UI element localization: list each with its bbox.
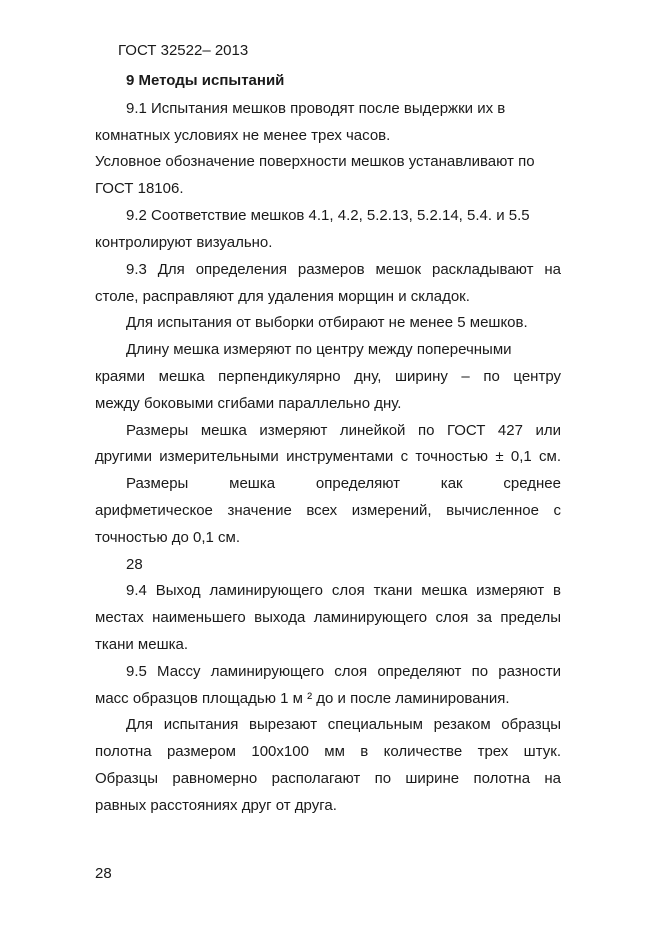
section-title: 9 Методы испытаний bbox=[126, 72, 285, 89]
text-line-24: Для испытания вырезают специальным резаком образцы bbox=[126, 716, 561, 733]
text-line-26: Образцы равномерно располагают по ширине полотна на bbox=[95, 770, 561, 787]
text-line-19: 9.4 Выход ламинирующего слоя ткани мешка измеряют в bbox=[126, 582, 561, 599]
text-line-25: полотна размером 100х100 мм в количестве трех штук. bbox=[95, 743, 561, 760]
text-line-16: арифметическое значение всех измерений, вычисленное с bbox=[95, 502, 561, 519]
text-line-4: ГОСТ 18106. bbox=[95, 180, 184, 197]
text-line-20: местах наименьшего выхода ламинирующего слоя за пределы bbox=[95, 609, 561, 626]
text-line-10: Длину мешка измеряют по центру между поперечными bbox=[126, 341, 512, 358]
text-line-8: столе, расправляют для удаления морщин и складок. bbox=[95, 288, 470, 305]
inline-page-number: 28 bbox=[126, 556, 143, 573]
text-line-22: 9.5 Массу ламинирующего слоя определяют по разности bbox=[126, 663, 561, 680]
text-line-3: Условное обозначение поверхности мешков устанавливают по bbox=[95, 153, 535, 170]
document-header-standard: ГОСТ 32522– 2013 bbox=[118, 42, 249, 59]
text-line-15: Размеры мешка определяют как среднее bbox=[126, 475, 561, 492]
text-line-7: 9.3 Для определения размеров мешок раскладывают на bbox=[126, 261, 561, 278]
text-line-6: контролируют визуально. bbox=[95, 234, 273, 251]
text-line-2: комнатных условиях не менее трех часов. bbox=[95, 127, 391, 144]
text-line-17: точностью до 0,1 см. bbox=[95, 529, 241, 546]
text-line-27: равных расстояниях друг от друга. bbox=[95, 797, 337, 814]
text-line-1: 9.1 Испытания мешков проводят после выдержки их в bbox=[126, 100, 506, 117]
text-line-9: Для испытания от выборки отбирают не менее 5 мешков. bbox=[126, 314, 528, 331]
text-line-12: между боковыми сгибами параллельно дну. bbox=[95, 395, 402, 412]
text-line-23: масс образцов площадью 1 м ² до и после ламинирования. bbox=[95, 690, 510, 707]
text-line-14: другими измерительными инструментами с точностью ± 0,1 см. bbox=[95, 448, 561, 465]
text-line-5: 9.2 Соответствие мешков 4.1, 4.2, 5.2.13, 5.2.14, 5.4. и 5.5 bbox=[126, 207, 530, 224]
page-number: 28 bbox=[95, 865, 112, 882]
text-line-21: ткани мешка. bbox=[95, 636, 189, 653]
text-line-13: Размеры мешка измеряют линейкой по ГОСТ 427 или bbox=[126, 422, 561, 439]
text-line-11: краями мешка перпендикулярно дну, ширину – по центру bbox=[95, 368, 561, 385]
